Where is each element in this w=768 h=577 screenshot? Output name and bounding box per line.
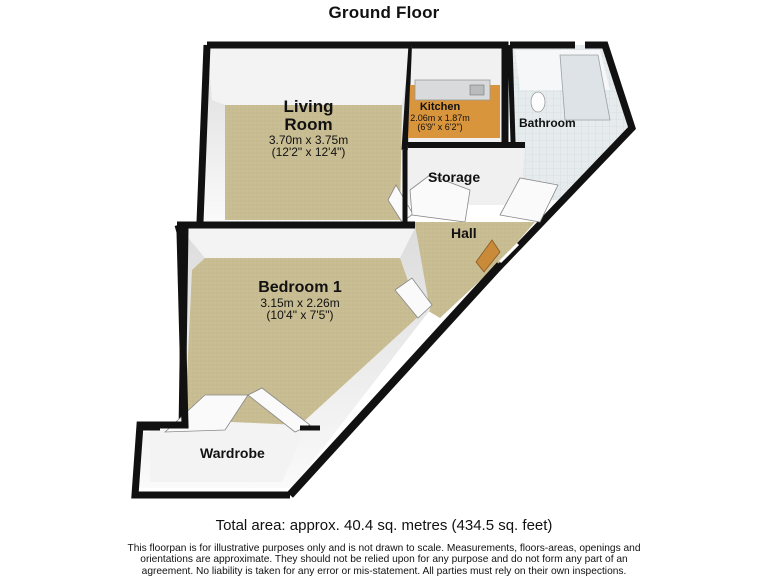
bathroom-label: Bathroom (519, 116, 576, 130)
living-room-imperial: (12'2" x 12'4") (271, 145, 346, 160)
disclaimer-line-2: orientations are approximate. They should not be relied upon for any purpose and do not form any part of an (140, 554, 628, 566)
floor-title: Ground Floor (328, 3, 440, 22)
toilet-icon (531, 92, 545, 112)
total-area: Total area: approx. 40.4 sq. metres (434.5 sq. feet) (215, 517, 553, 534)
bedroom-metric: 3.15m x 2.26m (260, 295, 340, 310)
kitchen-imperial: (6'9" x 6'2") (417, 121, 463, 132)
disclaimer (84, 543, 684, 577)
living-room-name-line1: Living (283, 97, 334, 116)
storage-label: Storage (428, 169, 481, 185)
living-room-name-line2: Room (284, 114, 333, 134)
kitchen-metric: 2.06m x 1.87m (410, 112, 470, 123)
bedroom-back-wall (180, 228, 415, 258)
disclaimer-line-1: This floorpan is for illustrative purposes only and is not drawn to scale. Measurements, floors-areas, openings and (127, 543, 641, 554)
living-room-label (236, 98, 381, 159)
sink-icon (470, 85, 484, 95)
living-room-back-wall (207, 45, 412, 105)
bedroom-name: Bedroom 1 (258, 279, 342, 296)
kitchen-name: Kitchen (419, 101, 461, 113)
living-room-metric: 3.70m x 3.75m (268, 132, 349, 147)
bedroom-label (230, 280, 370, 322)
kitchen (408, 45, 505, 150)
bedroom-imperial: (10'4" x 7'5") (266, 308, 334, 323)
wardrobe-label: Wardrobe (200, 445, 265, 461)
kitchen-label (404, 102, 476, 132)
hall-label: Hall (451, 225, 477, 241)
disclaimer-line-3: agreement. No liability is taken for any error or mis-statement. All parties must rely on their own inspections. (141, 565, 627, 577)
